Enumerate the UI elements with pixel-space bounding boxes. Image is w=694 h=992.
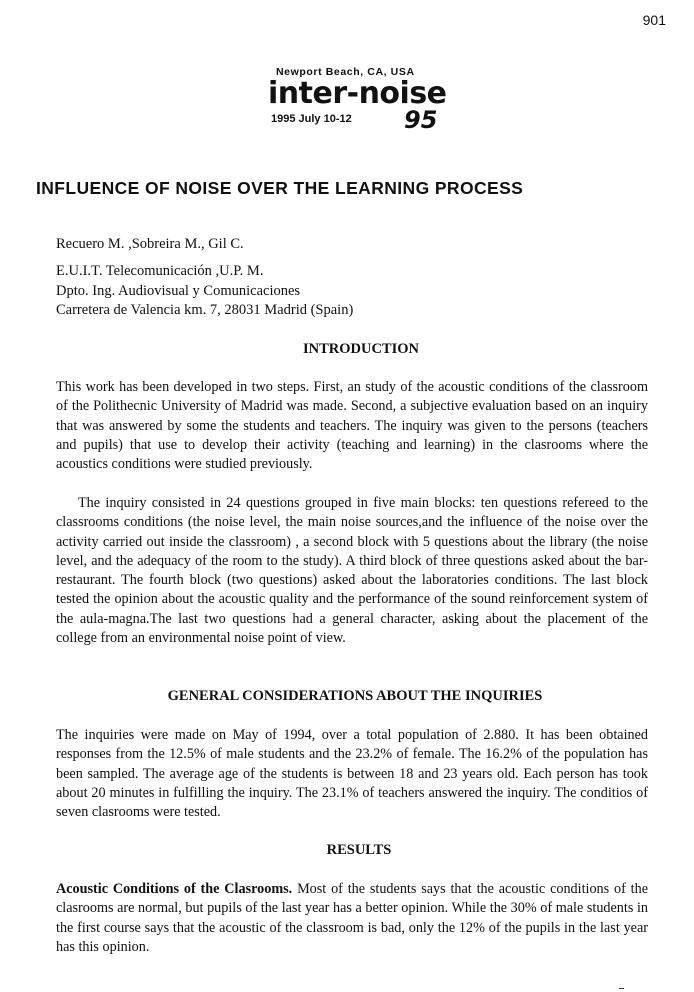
conference-year: 95 [404, 106, 438, 134]
affiliation-line-1: E.U.I.T. Telecomunicación ,U.P. M. [56, 263, 264, 279]
conference-venue: Newport Beach, CA, USA [276, 66, 415, 78]
scan-mark [619, 988, 624, 989]
page-number: 901 [642, 12, 666, 28]
conference-logo: inter-noise [268, 76, 447, 111]
paper-title: INFLUENCE OF NOISE OVER THE LEARNING PROCESS [36, 178, 524, 198]
introduction-paragraph-2: The inquiry consisted in 24 questions grouped in five main blocks: ten questions refereed to the classrooms conditions (the noise level, the main noise sources,and the influence of the noise over the activity carried out inside the classroom) , a second block with 5 questions about the library (the noise level, and the adequacy of the room to the study). A third block of three questions asked about the bar-restaurant. The fourth block (two questions) asked about the laboratories conditions. The last block tested the opinion about the acoustic quality and the performance of the sound reinforcement system of the aula-magna.The last two questions had a general character, asking about the placement of the college from an environmental noise point of view. [56, 495, 648, 647]
conference-dates: 1995 July 10-12 [271, 113, 352, 125]
introduction-heading: INTRODUCTION [302, 341, 419, 357]
results-paragraph-text: Most of the students says that the acoustic conditions of the clasrooms are normal, but pupils of the last year has a better opinion. While the 30% of male students in the first course says that the acoustic of the classroom is bad, only the 12% of the pupils in the last year has this opinion. [56, 881, 648, 955]
results-paragraph [56, 880, 648, 957]
introduction-paragraph-1: This work has been developed in two steps. First, an study of the acoustic conditions of the classroom of the Polithecnic University of Madrid was made. Second, a subjective evaluation based on an inquiry that was answered by some the students and teachers. The inquiry was given to the persons (teachers and pupils) that use to develop their activity (teaching and learning) in the clasrooms where the acoustics conditions were studied previously. [56, 379, 648, 473]
results-subheading: Acoustic Conditions of the Clasrooms. [56, 881, 293, 897]
affiliation-line-3: Carretera de Valencia km. 7, 28031 Madrid (Spain) [56, 302, 354, 318]
general-considerations-heading: GENERAL CONSIDERATIONS ABOUT THE INQUIRIES [167, 688, 543, 704]
affiliation-line-2: Dpto. Ing. Audiovisual y Comunicaciones [56, 283, 301, 299]
results-heading: RESULTS [326, 842, 392, 858]
author-list: Recuero M. ,Sobreira M., Gil C. [56, 236, 244, 252]
general-considerations-paragraph: The inquiries were made on May of 1994, over a total population of 2.880. It has been obtained responses from the 12.5% of male students and the 23.2% of female. The 16.2% of the population has been sampled. The average age of the students is between 18 and 23 years old. Each person has took about 20 minutes in fulfilling the inquiry. The 23.1% of teachers answered the inquiry. The conditios of seven clasrooms were tested. [56, 727, 648, 821]
